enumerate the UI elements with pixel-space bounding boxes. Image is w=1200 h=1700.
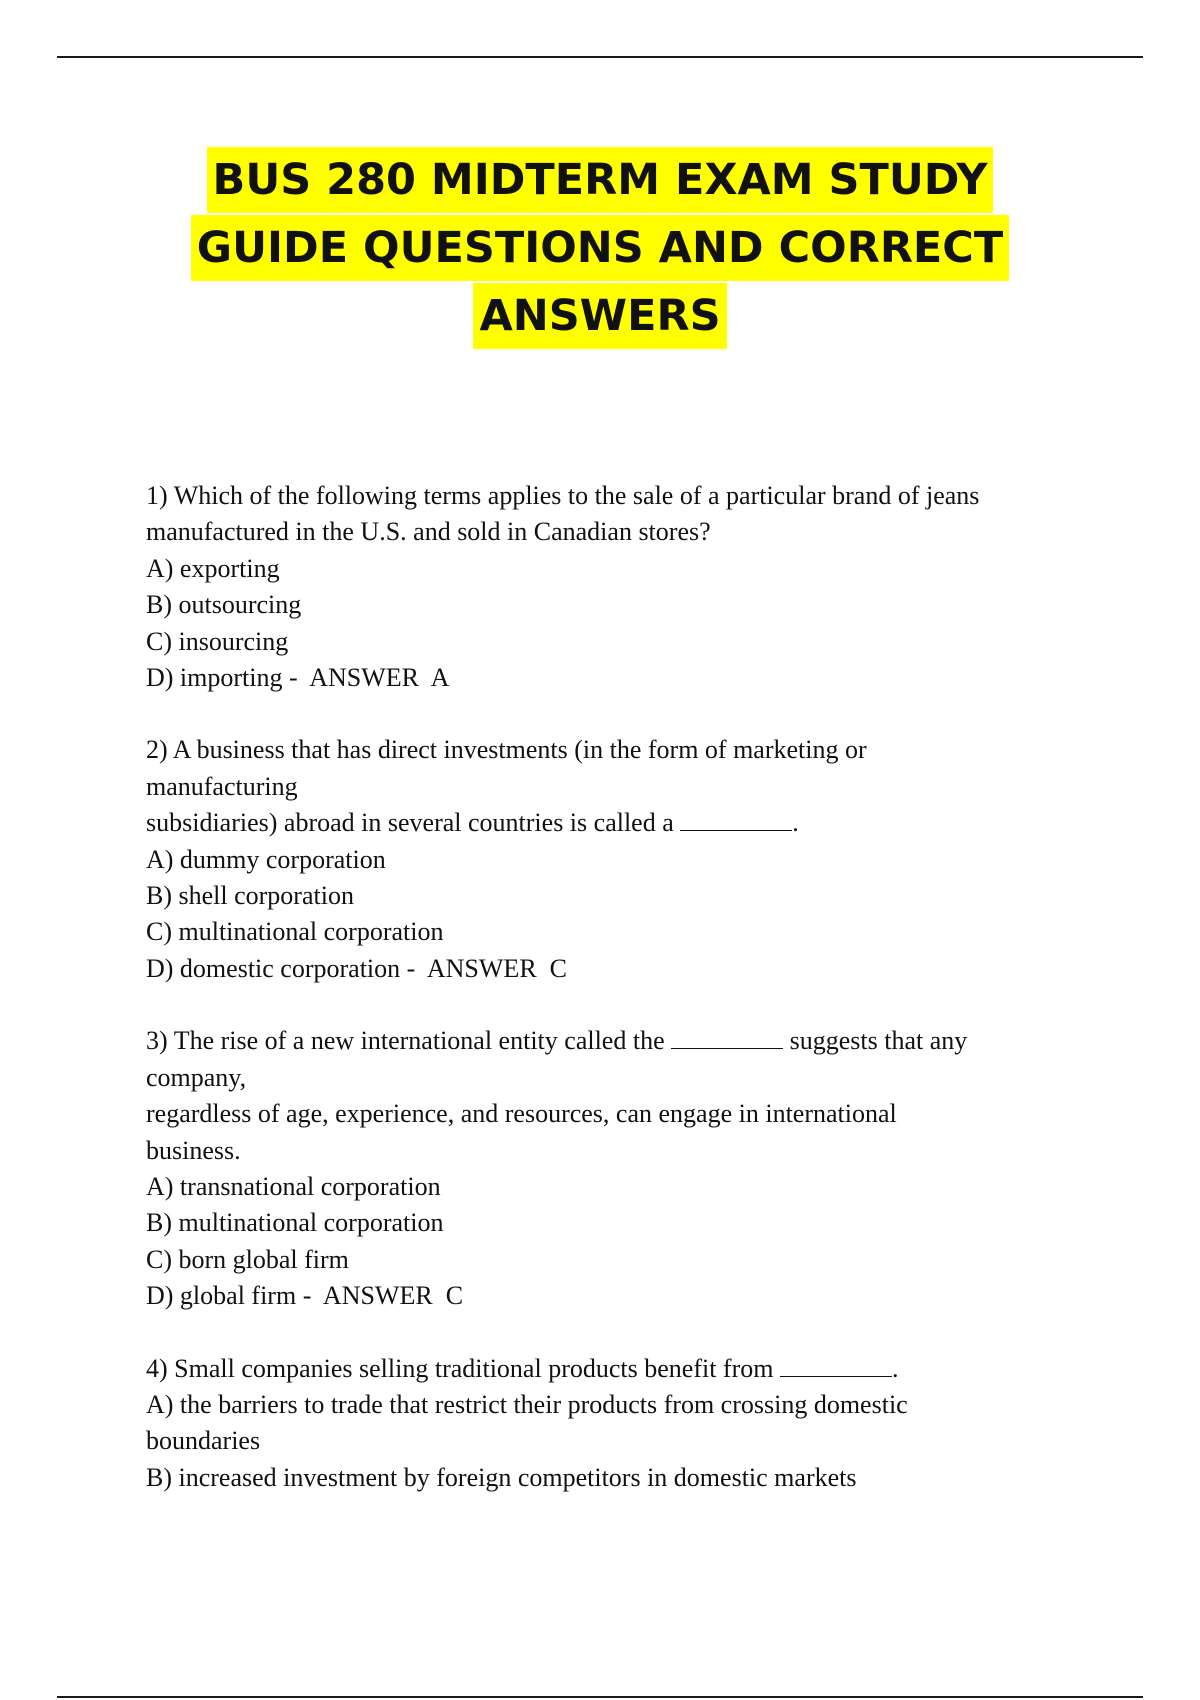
question-4 [146, 1351, 1086, 1497]
option-a: A) the barriers to trade that restrict their products from crossing domestic [146, 1389, 908, 1419]
option-c: C) insourcing [146, 626, 289, 656]
option-d-with-answer [146, 1278, 1086, 1314]
answer-label: - ANSWER C [296, 1281, 464, 1311]
question-text: manufacturing [146, 771, 298, 801]
question-text: 2) A business that has direct investments (in the form of marketing or [146, 735, 867, 765]
answer-label: - ANSWER A [282, 663, 450, 693]
question-1 [146, 478, 1086, 696]
option-d: D) importing [146, 663, 283, 693]
option-b: B) increased investment by foreign competitors in domestic markets [146, 1462, 857, 1492]
title-line-3: ANSWERS [0, 282, 1200, 350]
question-text: 1) Which of the following terms applies to the sale of a particular brand of jeans [146, 481, 980, 510]
question-text: regardless of age, experience, and resources, can engage in international [146, 1099, 897, 1129]
option-d: D) domestic corporation [146, 953, 401, 983]
question-text: business. [146, 1135, 241, 1165]
option-d-with-answer [146, 951, 1086, 987]
bottom-rule [57, 1696, 1143, 1698]
option-c: C) born global firm [146, 1244, 349, 1274]
answer-blank [780, 1354, 892, 1377]
title-line-1: BUS 280 MIDTERM EXAM STUDY [0, 146, 1200, 214]
question-text: manufactured in the U.S. and sold in Canadian stores? [146, 517, 711, 547]
question-text-with-blank: 4) Small companies selling traditional products benefit from . [146, 1353, 899, 1383]
option-a-continued: boundaries [146, 1426, 261, 1456]
question-text-with-blank: 3) The rise of a new international entity called the suggests that any [146, 1026, 968, 1056]
option-a: A) dummy corporation [146, 844, 386, 874]
option-a: A) transnational corporation [146, 1171, 441, 1201]
option-a: A) exporting [146, 553, 280, 583]
question-list [146, 478, 1086, 1532]
document-title [0, 146, 1200, 350]
answer-blank [671, 1026, 783, 1049]
answer-blank [680, 808, 792, 831]
option-b: B) outsourcing [146, 590, 302, 620]
question-2 [146, 732, 1086, 987]
question-text-with-blank: subsidiaries) abroad in several countries is called a . [146, 808, 799, 838]
question-text: company, [146, 1062, 247, 1092]
option-b: B) shell corporation [146, 881, 354, 911]
option-d-with-answer [146, 660, 1086, 696]
option-b: B) multinational corporation [146, 1208, 444, 1238]
answer-label: - ANSWER C [400, 953, 567, 983]
top-rule [57, 56, 1143, 58]
title-line-2: GUIDE QUESTIONS AND CORRECT [0, 214, 1200, 282]
question-3 [146, 1023, 1086, 1314]
option-d: D) global firm [146, 1281, 297, 1311]
option-c: C) multinational corporation [146, 917, 444, 947]
